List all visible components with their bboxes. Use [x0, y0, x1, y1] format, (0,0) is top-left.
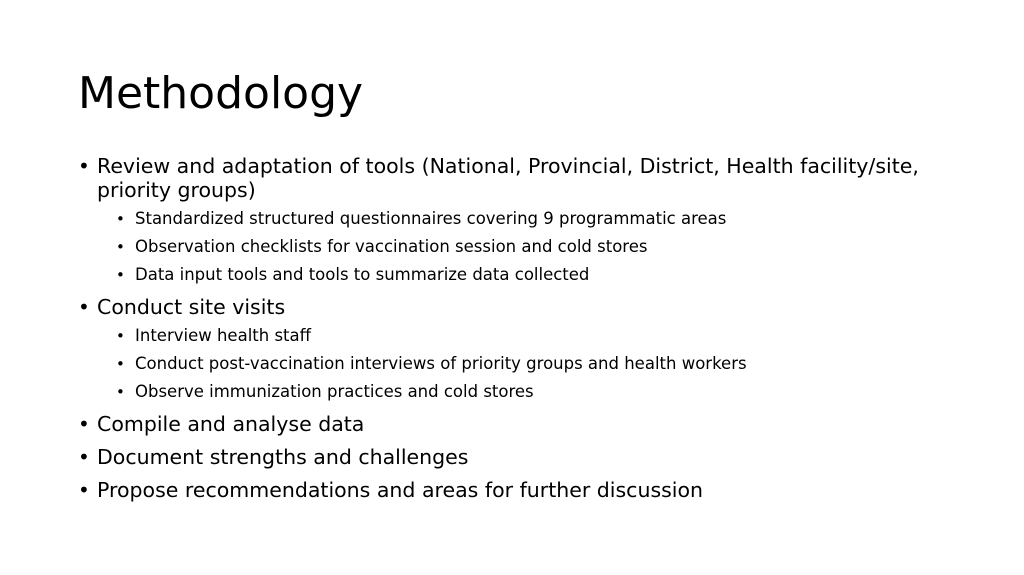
bullet-text: Compile and analyse data — [97, 412, 365, 436]
bullet-item — [78, 154, 958, 286]
bullet-text: Review and adaptation of tools (National, Provincial, District, Health facility/site, priority groups) — [97, 154, 919, 202]
bullet-marker: • — [78, 478, 90, 502]
sub-bullet-item — [116, 264, 958, 286]
sub-bullet-item — [116, 325, 958, 347]
sub-bullet-text: Conduct post-vaccination interviews of priority groups and health workers — [135, 354, 747, 373]
sub-bullet-marker: • — [116, 238, 125, 256]
bullet-item — [78, 478, 958, 502]
sub-bullet-text: Standardized structured questionnaires covering 9 programmatic areas — [135, 209, 727, 228]
bullet-marker: • — [78, 412, 90, 436]
sub-bullet-text: Interview health staff — [135, 326, 311, 345]
slide-title: Methodology — [78, 68, 364, 119]
sub-bullet-list — [116, 208, 958, 286]
sub-bullet-marker: • — [116, 327, 125, 345]
sub-bullet-item — [116, 236, 958, 258]
sub-bullet-item — [116, 381, 958, 403]
sub-bullet-text: Observation checklists for vaccination session and cold stores — [135, 237, 648, 256]
bullet-marker: • — [78, 445, 90, 469]
sub-bullet-item — [116, 208, 958, 230]
bullet-item — [78, 445, 958, 469]
sub-bullet-marker: • — [116, 355, 125, 373]
bullet-text: Propose recommendations and areas for further discussion — [97, 478, 704, 502]
sub-bullet-list — [116, 325, 958, 403]
sub-bullet-text: Observe immunization practices and cold stores — [135, 382, 534, 401]
sub-bullet-marker: • — [116, 210, 125, 228]
bullet-list — [78, 154, 958, 511]
bullet-text: Document strengths and challenges — [97, 445, 469, 469]
bullet-marker: • — [78, 154, 90, 178]
bullet-item — [78, 295, 958, 403]
bullet-text: Conduct site visits — [97, 295, 286, 319]
sub-bullet-marker: • — [116, 266, 125, 284]
bullet-marker: • — [78, 295, 90, 319]
sub-bullet-text: Data input tools and tools to summarize data collected — [135, 265, 590, 284]
sub-bullet-item — [116, 353, 958, 375]
sub-bullet-marker: • — [116, 383, 125, 401]
bullet-item — [78, 412, 958, 436]
